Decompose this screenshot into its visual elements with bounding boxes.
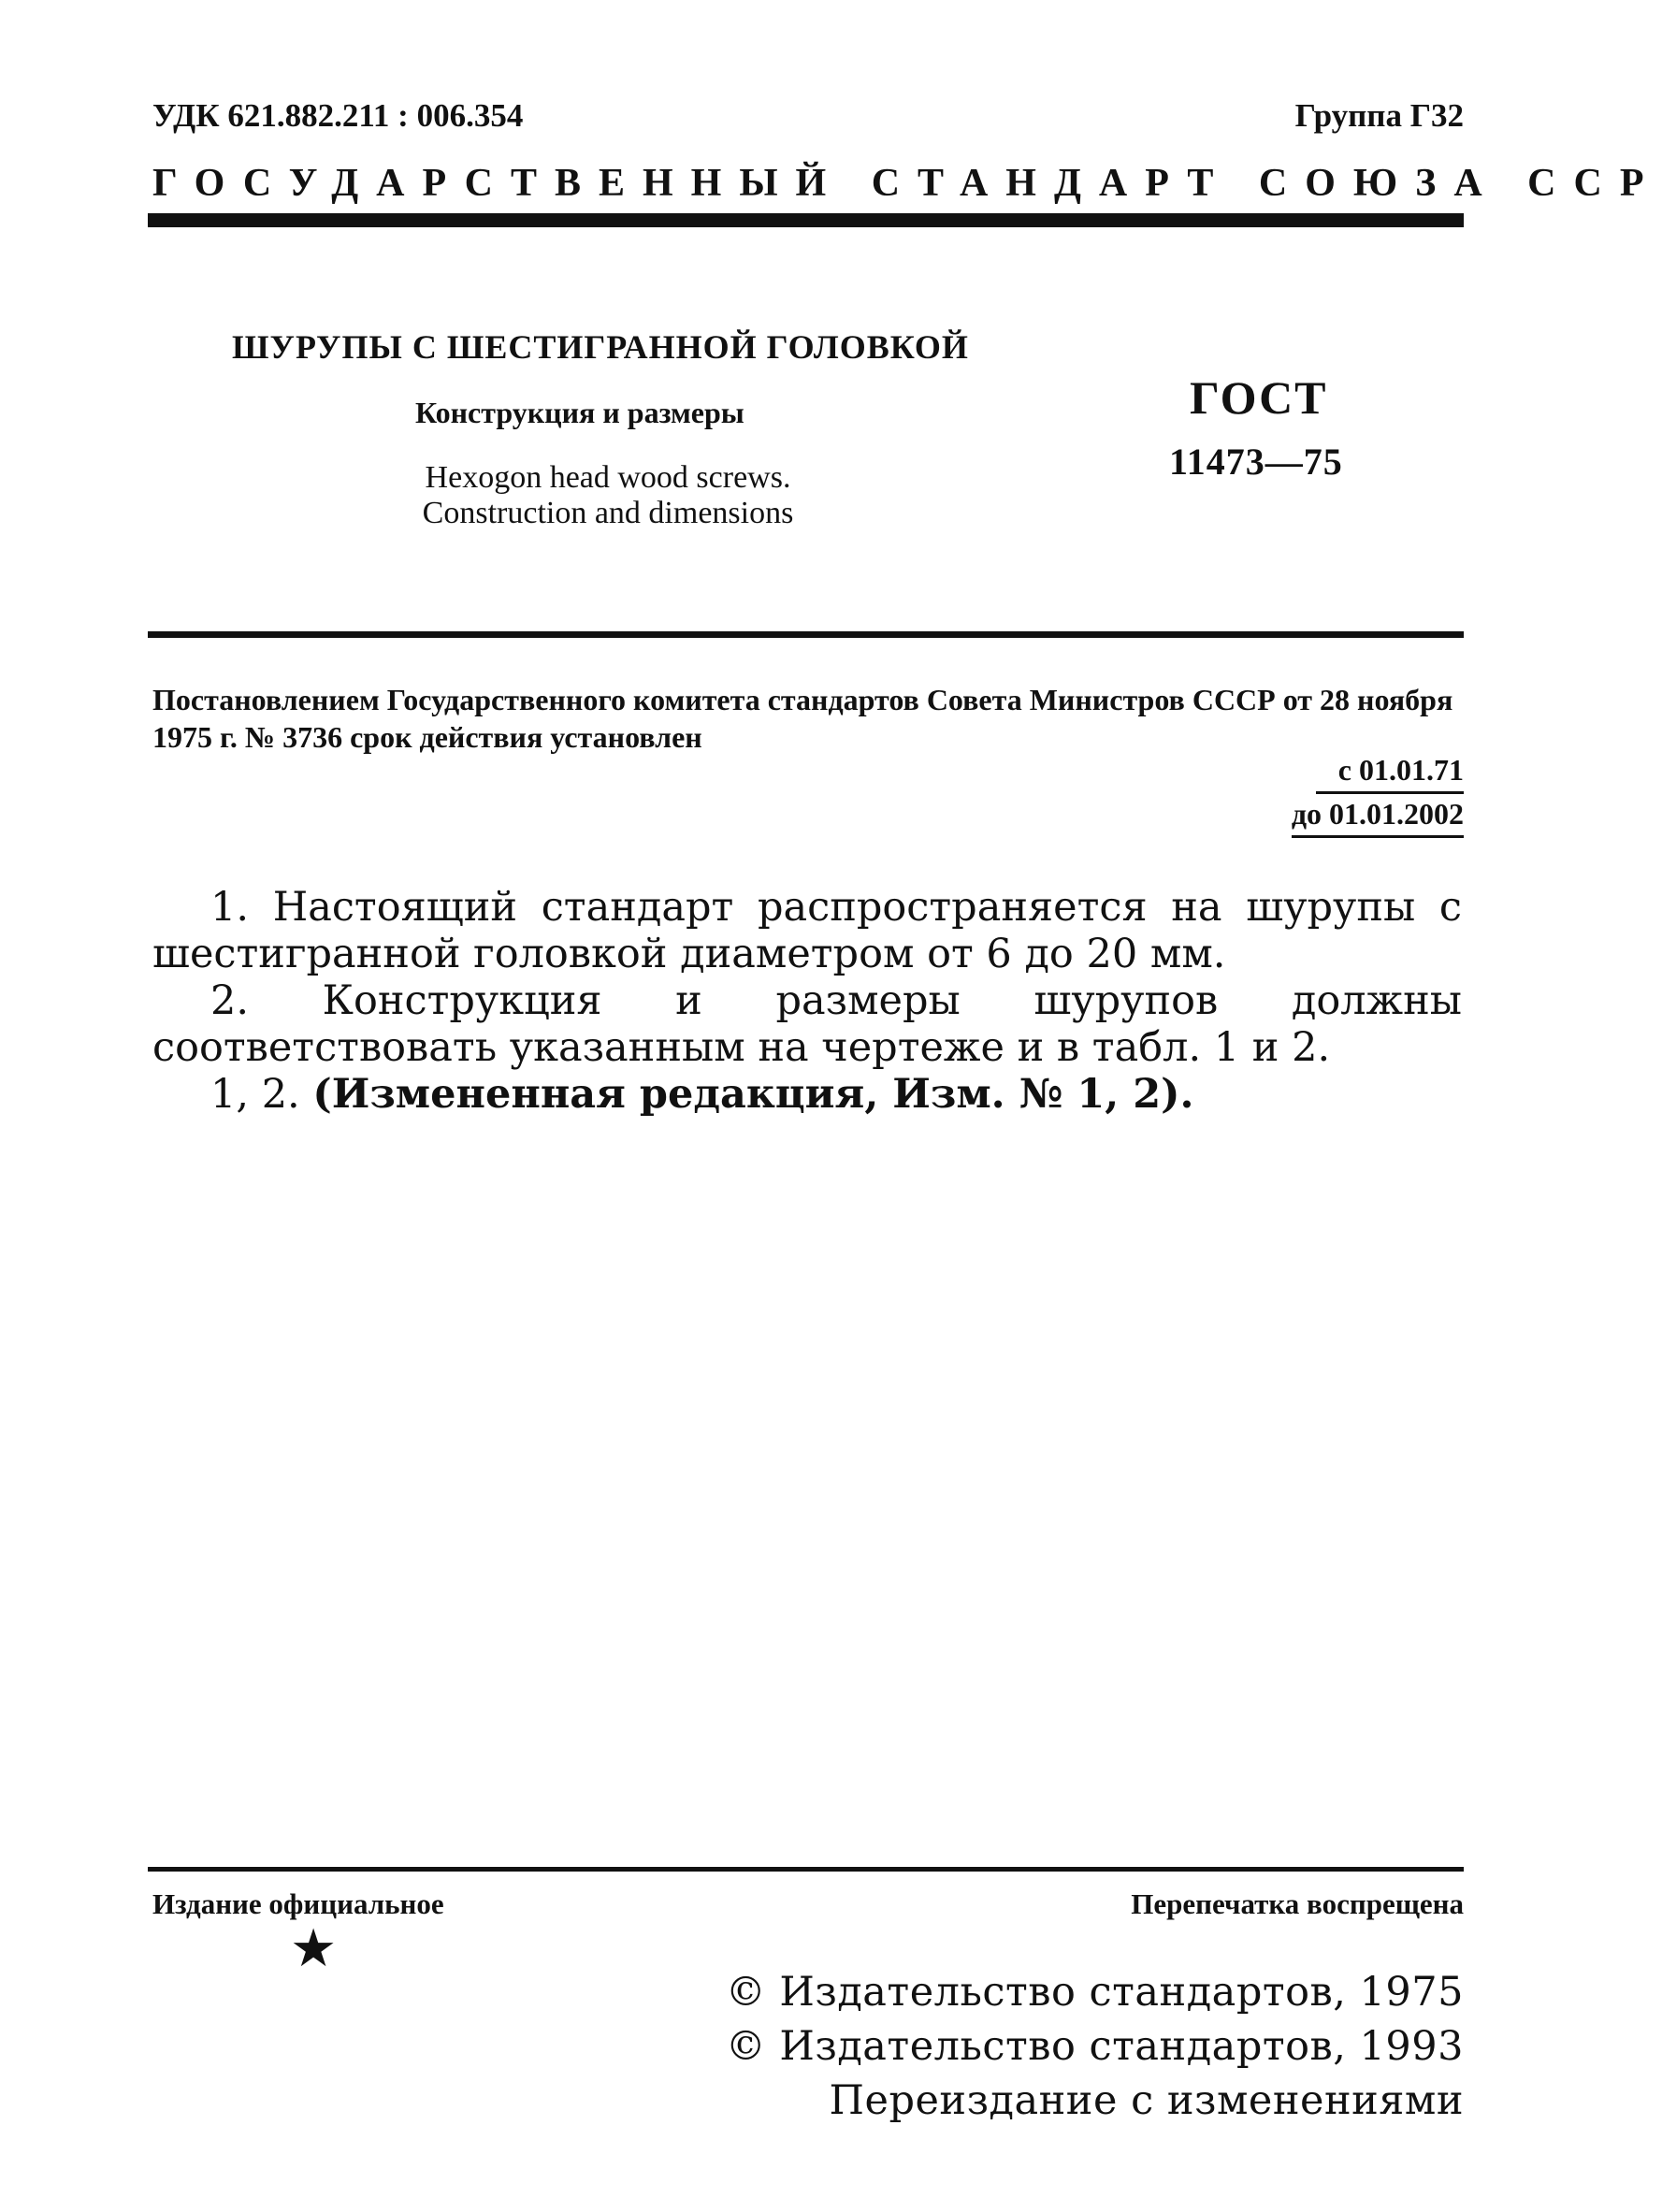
body-text <box>152 884 1462 1118</box>
header-rule <box>148 213 1464 227</box>
gost-number: 11473—75 <box>1169 441 1343 483</box>
footer-rule <box>148 1867 1464 1872</box>
paragraph-3 <box>152 1071 1462 1118</box>
decree-text: Постановлением Государственного комитета стандартов Совета Министров СССР от 28 ноября 1975 г. № 3736 срок действия установлен <box>152 683 1453 754</box>
group-code: Группа Г32 <box>1294 97 1464 134</box>
state-standard-heading: ГОСУДАРСТВЕННЫЙ СТАНДАРТ СОЮЗА ССР <box>152 162 1662 205</box>
copyright-1975: © Издательство стандартов, 1975 <box>725 1969 1464 2016</box>
title-ru: ШУРУПЫ С ШЕСТИГРАННОЙ ГОЛОВКОЙ <box>232 328 969 366</box>
udk-code: УДК 621.882.211 : 006.354 <box>152 97 524 134</box>
title-en: Hexogon head wood screws. Construction and dimensions <box>422 460 794 530</box>
reprint-banned: Перепечатка воспрещена <box>1131 1887 1464 1920</box>
paragraph-3-prefix: 1, 2. <box>210 1071 313 1118</box>
amendment-note: (Измененная редакция, Изм. № 1, 2). <box>312 1071 1194 1118</box>
valid-to: до 01.01.2002 <box>1292 794 1464 838</box>
paragraph-2: 2. Конструкция и размеры шурупов должны соответствовать указанным на чертеже и в табл. 1 и 2. <box>152 977 1462 1071</box>
title-rule <box>148 631 1464 638</box>
reissue-note: Переиздание с изменениями <box>829 2077 1464 2124</box>
subtitle-ru: Конструкция и размеры <box>415 396 744 429</box>
star-icon: ★ <box>290 1920 338 1978</box>
valid-from: с 01.01.71 <box>1316 750 1464 794</box>
copyright-1993: © Издательство стандартов, 1993 <box>725 2023 1464 2070</box>
gost-label: ГОСТ <box>1190 371 1328 424</box>
official-edition: Издание официальное <box>152 1887 444 1920</box>
paragraph-1: 1. Настоящий стандарт распространяется на шурупы с шестигранной головкой диаметром от 6 до 20 мм. <box>152 884 1462 977</box>
validity-dates <box>1292 750 1464 838</box>
